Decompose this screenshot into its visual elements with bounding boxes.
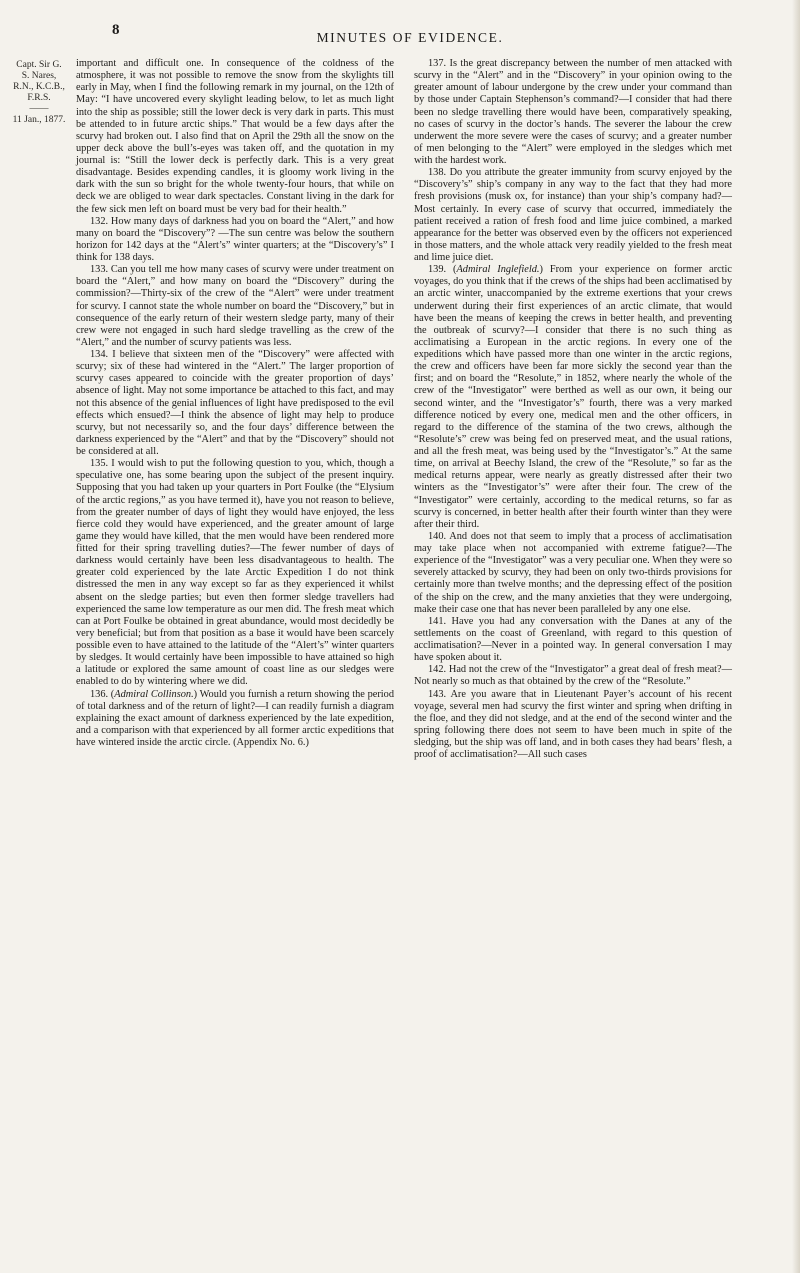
page-edge-shadow (792, 0, 800, 1273)
question-142: 142. Had not the crew of the “Investigator” a great deal of fresh meat?—Not nearly so much as that obtained by the crew of the “Resolute.” (414, 664, 732, 688)
question-135: 135. I would wish to put the following question to you, which, though a speculative one, has some bearing upon the subject of the present inquiry. Supposing that you had taken up your quarters in Port Foulke (the “Elysium of the arctic regions,” as you have termed it), have you not reason to believe, from the greater number of days of light they would have enjoyed, the less fierce cold they would have experienced, and the greater amount of large game they would have killed, that the men would have been rendered more fitted for their spring travelling duties?—The fewer number of days of darkness would certainly have been less disadvantageous to health. The greater cold experienced by the late Arctic Expedition I do not think distressed the men in any way except so far as they experienced it whilst absent on the sledge parties; but even then former sledge travellers had experienced the same low temperature as our men did. The fresh meat which can at Port Foulke be obtained in great abundance, would most decidedly be very beneficial; but from that position as a base it would have been scarcely possible even to have attained to the latitude of the “Alert’s” winter quarters by sledges. It would certainly have been impossible to have attained so high a latitude or explored the same amount of coast line as our sledges were enabled to do by wintering where we did. (76, 458, 394, 688)
question-139 (414, 264, 732, 531)
questioner-name: Admiral Inglefield. (456, 264, 540, 276)
question-text: ) From your experience on former arctic voyages, do you think that if the crews of the ships had been acclimatised by an arctic winter, unaccompanied by the extreme exertions that your crews underwent during their first experiences of an arctic climate, that would have been the means of keeping the crews in better health, and preventing the outbreak of scurvy?—I consider that there is no such thing as acclimatising a European in the arctic regions. In every one of the expeditions which have passed more than one winter in the arctic regions, the crew and officers have been far more sickly the second year than the first; and on board the “Resolute,” in 1852, where nearly the whole of the crew of the “Investigator” were berthed as well as our own, it being our second winter, and the “Investigator’s” fourth, there was a very marked difference noticed by every one, medical men and the other officers, in regard to the difference of the stamina of the two crews, although the “Resolute’s” crew was being fed on preserved meat, and the usual rations, and all the fresh meat, was being used by the “Investigator’s.” At the same time, on arrival at Beechy Island, the crew of the “Resolute,” so far as the medical returns appear, were nearly as greatly distressed after their two winters as the “Investigator’s” were after their four. The crew of the “Investigator” were certainly, according to the medical returns, so far as scurvy is concerned, in better health after their fourth winter than they were after their third. (414, 264, 732, 530)
question-143: 143. Are you aware that in Lieutenant Payer’s account of his recent voyage, several men had scurvy the first winter and spring when drifting in the floe, and they did not sledge, and at the end of the second winter and the spring following there does not seem to have been much in spite of the sledging, but the ship was off land, and in both cases they had bears’ flesh, a proof of acclimatisation?—All such cases (414, 688, 732, 761)
question-number: 139. ( (428, 264, 457, 276)
right-column (414, 58, 732, 761)
witness-name-line: Capt. Sir G. (16, 60, 62, 70)
margin-witness-note (6, 60, 72, 126)
left-column (76, 58, 394, 749)
page-number: 8 (112, 22, 120, 38)
question-text: ) Would you furnish a return showing the period of total darkness and of the return of light?—I can readily furnish a diagram explaining the exact amount of darkness experienced by the late expedition, and a comparison with that experienced by all former arctic expeditions that have wintered inside the arctic circle. (Appendix No. 6.) (76, 688, 395, 748)
question-133: 133. Can you tell me how many cases of scurvy were under treatment on board the “Alert,” and how many on board the “Discovery” during the commission?—Thirty-six of the crew of the “Alert” were under treatment for scurvy. I cannot state the whole number on board the “Discovery,” but in consequence of the early return of their western sledge party, many of their crew were not engaged in such hard sledge travelling as the crew of the “Alert,” and the number of scurvy patients was less. (76, 264, 394, 348)
question-141: 141. Have you had any conversation with the Danes at any of the settlements on the coast of Greenland, with regard to this question of acclimatisation?—Never in a pointed way. In general conversation I may have spoken about it. (414, 615, 732, 664)
evidence-date: 11 Jan., 1877. (12, 115, 66, 125)
question-134: 134. I believe that sixteen men of the “Discovery” were affected with scurvy; six of these had wintered in the “Alert.” The larger proportion of scurvy cases appeared to coincide with the greater proportion of days’ absence of light. May not some importance be attached to this fact, and may not this absence of the genial influences of light have predisposed to the evil effects which ensued?—I think the absence of light may help to produce scurvy, but not necessarily so, and the four days’ difference between the darkness experienced by the “Alert” and that by the “Discovery” should not be considered at all. (76, 349, 394, 457)
margin-dash: —— (29, 104, 49, 114)
witness-rank-line: R.N., K.C.B., (13, 82, 65, 92)
witness-honour-line: F.R.S. (27, 93, 51, 103)
question-132: 132. How many days of darkness had you on board the “Alert,” and how many on board the “Discovery”? —The sun centre was below the southern horizon for 142 days at the “Alert’s” winter quarters; at the “Discovery’s” I think for 138 days. (76, 215, 394, 263)
question-number: 136. ( (90, 688, 115, 700)
question-140: 140. And does not that seem to imply that a process of acclimatisation may take place when not accompanied with extreme fatigue?—The experience of the “Investigator” was a very peculiar one. When they were so severely attacked by scurvy, they had been on only two-thirds provisions for certainly more than twelve months; and the depressing effect of the position of the ship on the crew, and the many anxieties that they were undergoing, make their case one that has never been paralleled by any one else. (414, 530, 732, 615)
witness-name-line: S. Nares, (21, 71, 57, 81)
paragraph-continued: important and difficult one. In consequence of the coldness of the atmosphere, it was not possible to remove the snow from the skylights till early in May, when I find the following remark in my journal, on the 12th of May: “I have uncovered every skylight leading below, to let as much light into the ship as possible; still the lower deck is very dark in parts. This must be attended to in future arctic ships.” That would be a few days after the scurvy had broken out. I also find that on April the 29th all the snow on the upper deck above the bull’s-eyes was taken off, and the quotation in my journal is: “Still the lower deck is perfectly dark. This is a very great disadvantage. Besides expending candles, it is gloomy work living in the dark with the sun so bright for the whole twenty-four hours, that while on deck we are obliged to wear dark spectacles. Constant living in the dark for the few sick men left on board must be very bad for their health.” (76, 58, 394, 215)
questioner-name: Admiral Collinson. (114, 688, 194, 700)
question-137: 137. Is the great discrepancy between the number of men attacked with scurvy in the “Alert” and in the “Discovery” in your opinion owing to the greater amount of labour undergone by the crew under your command than by those under Captain Stephenson’s command?—I consider that had there been no sledge travelling there would have been, comparatively speaking, no cases of scurvy in the doctor’s hands. The severer the labour the crew underwent the more severe were the cases of scurvy; and a greater number of men belonging to the “Alert” were employed in the sledges which met with the hardest work. (414, 58, 732, 166)
question-136 (76, 689, 394, 750)
running-title: MINUTES OF EVIDENCE. (316, 30, 504, 45)
question-138: 138. Do you attribute the greater immunity from scurvy enjoyed by the “Discovery’s” ship’s company in any way to the fact that they had more fresh provisions (musk ox, for instance) than your ship’s company had?—Most certainly. In every case of scurvy that occurred, immediately the patient received a ration of fresh food and lime juice combined, a marked appearance for the better was observed even by the officers not experienced in those matters, and the whole attack very readily yielded to the fresh meat and lime juice diet. (414, 167, 732, 263)
